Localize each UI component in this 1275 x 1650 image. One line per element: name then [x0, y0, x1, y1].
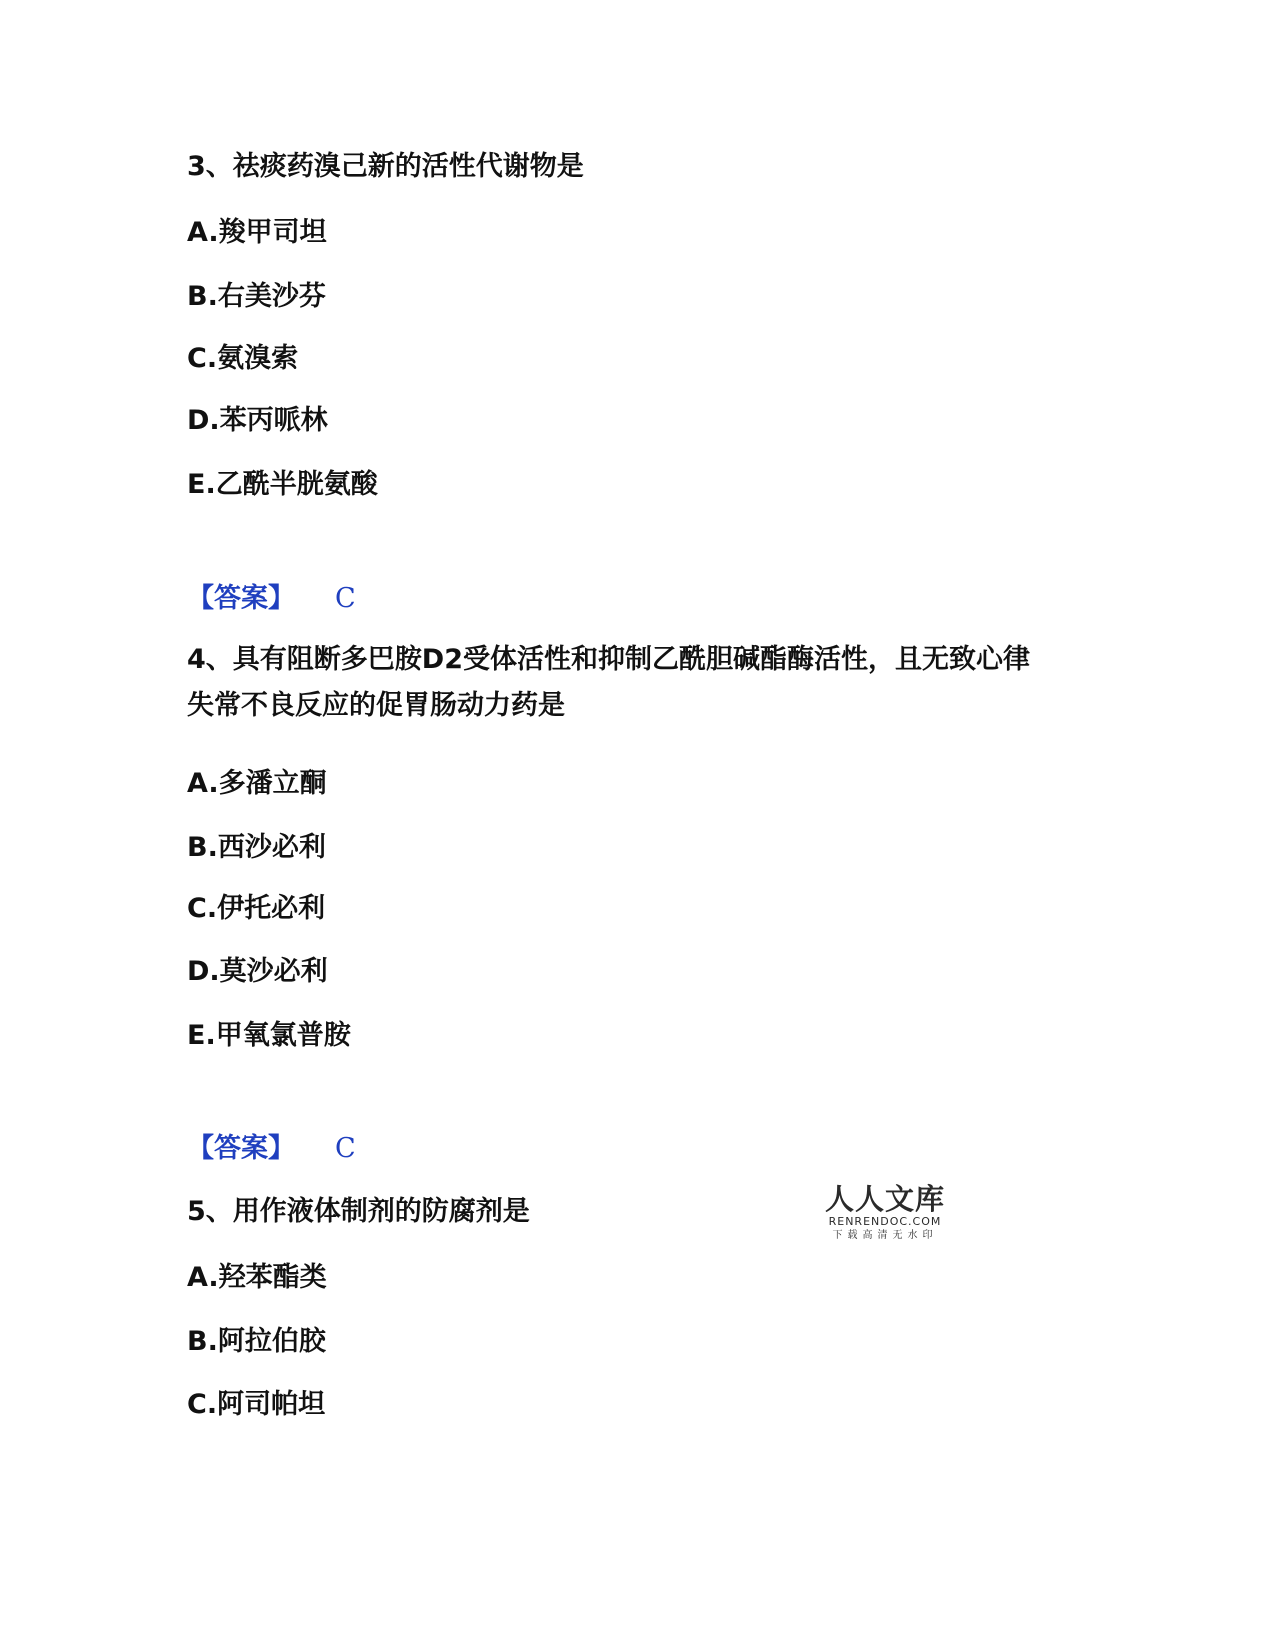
q4-question-line1: 4、具有阻断多巴胺D2受体活性和抑制乙酰胆碱酯酶活性，且无致心律: [187, 644, 1030, 675]
q4-option-e: E.甲氧氯普胺: [187, 1020, 351, 1051]
q3-option-d: D.苯丙哌林: [187, 405, 328, 436]
q5-option-b: B.阿拉伯胶: [187, 1326, 326, 1357]
q4-answer: [187, 1133, 356, 1165]
q3-question: 3、祛痰药溴己新的活性代谢物是: [187, 151, 584, 182]
q4-question-line2: 失常不良反应的促胃肠动力药是: [187, 690, 565, 721]
watermark-logo: [820, 1183, 950, 1242]
q4-option-a: A.多潘立酮: [187, 768, 327, 799]
q4-option-b: B.西沙必利: [187, 832, 326, 863]
q3-answer: [187, 583, 356, 615]
answer-label: 【答案】: [187, 583, 295, 614]
q4-option-d: D.莫沙必利: [187, 956, 328, 987]
answer-label: 【答案】: [187, 1133, 295, 1164]
q5-option-c: C.阿司帕坦: [187, 1389, 326, 1420]
q3-option-a: A.羧甲司坦: [187, 217, 327, 248]
q3-option-c: C.氨溴索: [187, 343, 299, 374]
q5-option-a: A.羟苯酯类: [187, 1262, 327, 1293]
q5-question: 5、用作液体制剂的防腐剂是: [187, 1196, 530, 1227]
watermark-title: 人人文库: [824, 1182, 945, 1216]
watermark-domain: RENRENDOC.COM: [828, 1215, 942, 1228]
answer-value: C: [335, 583, 356, 614]
q4-option-c: C.伊托必利: [187, 893, 326, 924]
q3-option-e: E.乙酰半胱氨酸: [187, 469, 378, 500]
q3-option-b: B.右美沙芬: [187, 281, 326, 312]
answer-value: C: [335, 1133, 356, 1164]
watermark-subtitle: 下载高清无水印: [832, 1230, 938, 1241]
